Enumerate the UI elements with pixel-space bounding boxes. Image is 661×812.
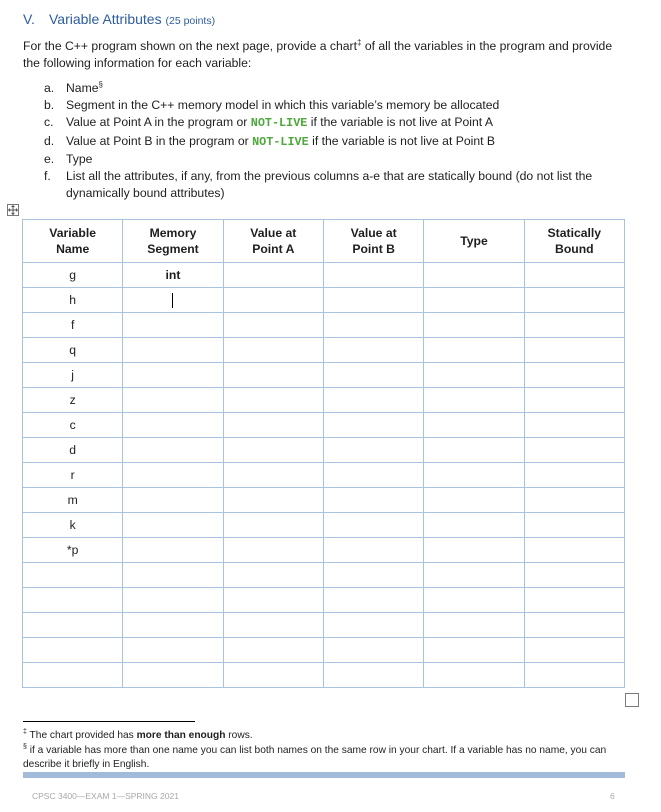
cell-type[interactable] (424, 438, 524, 463)
list-item-text-after: if the variable is not live at Point B (308, 133, 496, 148)
table-row (23, 288, 625, 313)
intro-paragraph (23, 38, 623, 72)
cell-value-point-b[interactable] (323, 263, 423, 288)
intro-text-1: For the C++ program shown on the next page, provide a chart (23, 39, 357, 53)
cell-type[interactable] (424, 563, 524, 588)
list-item (44, 168, 626, 202)
cell-variable-name[interactable]: g (23, 263, 123, 288)
footer-course: CPSC 3400—EXAM 1—SPRING 2021 (32, 791, 179, 801)
cell-value-point-a[interactable] (223, 438, 323, 463)
cell-statically-bound[interactable] (524, 463, 624, 488)
list-item (44, 114, 626, 132)
list-item-text: Segment in the C++ memory model in which this variable’s memory be allocated (66, 98, 500, 113)
footnote-1-text-end: rows. (225, 730, 253, 741)
cell-value-point-b[interactable] (323, 588, 423, 613)
cell-value-point-a[interactable] (223, 388, 323, 413)
cell-statically-bound[interactable] (524, 513, 624, 538)
cell-memory-segment[interactable]: int (123, 263, 223, 288)
cell-statically-bound[interactable] (524, 438, 624, 463)
cell-value-point-b[interactable] (323, 613, 423, 638)
not-live-code: NOT-LIVE (250, 116, 308, 131)
cell-variable-name[interactable] (23, 588, 123, 613)
list-item-footnote-mark: § (98, 79, 103, 89)
table-row (23, 388, 625, 413)
cell-statically-bound[interactable] (524, 663, 624, 688)
cell-value-point-a[interactable] (223, 563, 323, 588)
table-row (23, 588, 625, 613)
cell-statically-bound[interactable] (524, 413, 624, 438)
list-item-text: Value at Point A in the program or (66, 115, 251, 130)
cell-type[interactable] (424, 538, 524, 563)
list-item (44, 80, 626, 97)
table-row (23, 313, 625, 338)
list-item-text: List all the attributes, if any, from the previous columns a-e that are statically bound (do not list the dynamically bound attributes) (66, 169, 593, 201)
cell-value-point-a[interactable] (223, 488, 323, 513)
cell-memory-segment[interactable] (123, 588, 223, 613)
cell-memory-segment[interactable] (123, 313, 223, 338)
cell-type[interactable] (424, 513, 524, 538)
cell-type[interactable] (424, 638, 524, 663)
footnote-2-mark: § (23, 743, 27, 751)
cell-type[interactable] (424, 588, 524, 613)
table-row (23, 638, 625, 663)
cell-statically-bound[interactable] (524, 563, 624, 588)
cell-statically-bound[interactable] (524, 263, 624, 288)
cell-variable-name[interactable] (23, 613, 123, 638)
cell-memory-segment[interactable] (123, 663, 223, 688)
list-marker: f. (44, 169, 51, 184)
list-marker: b. (44, 98, 55, 113)
cell-value-point-b[interactable] (323, 413, 423, 438)
cell-type[interactable] (424, 313, 524, 338)
cell-variable-name[interactable]: h (23, 288, 123, 313)
cell-value-point-b[interactable] (323, 563, 423, 588)
cell-variable-name[interactable]: q (23, 338, 123, 363)
table-row (23, 488, 625, 513)
list-item-text: Name (66, 81, 99, 95)
cell-value-point-a[interactable] (223, 638, 323, 663)
cell-value-point-a[interactable] (223, 613, 323, 638)
cell-type[interactable] (424, 463, 524, 488)
cell-type[interactable] (424, 613, 524, 638)
cell-value-point-a[interactable] (223, 538, 323, 563)
cell-value-point-b[interactable] (323, 513, 423, 538)
cell-memory-segment[interactable] (123, 438, 223, 463)
list-marker: e. (44, 151, 55, 166)
cell-value-point-a[interactable] (223, 463, 323, 488)
cell-memory-segment[interactable] (123, 513, 223, 538)
cell-value-point-b[interactable] (323, 388, 423, 413)
cell-memory-segment[interactable] (123, 538, 223, 563)
table-row (23, 413, 625, 438)
cell-variable-name[interactable]: z (23, 388, 123, 413)
cell-statically-bound[interactable] (524, 613, 624, 638)
table-row (23, 338, 625, 363)
cell-memory-segment[interactable] (123, 563, 223, 588)
cell-value-point-a[interactable] (223, 313, 323, 338)
table-move-handle-icon[interactable] (7, 204, 19, 216)
cell-statically-bound[interactable] (524, 538, 624, 563)
cell-type[interactable] (424, 263, 524, 288)
cell-value-point-a[interactable] (223, 363, 323, 388)
header-value-point-a: Value at Point A (223, 220, 323, 263)
footnote-1 (23, 730, 253, 741)
cell-type[interactable] (424, 413, 524, 438)
variable-attributes-table[interactable] (22, 219, 625, 688)
cell-variable-name[interactable]: k (23, 513, 123, 538)
table-header-row (23, 220, 625, 263)
intro-text-2: of all the variables in the program and provide the following information for each variable: (23, 39, 613, 70)
list-marker: c. (44, 115, 54, 130)
header-statically-bound: Statically Bound (524, 220, 624, 263)
cell-type[interactable] (424, 663, 524, 688)
header-type: Type (424, 220, 524, 263)
cell-value-point-a[interactable] (223, 513, 323, 538)
cell-variable-name[interactable] (23, 563, 123, 588)
footnote-1-bold: more than enough (136, 730, 226, 741)
table-row (23, 513, 625, 538)
cell-variable-name[interactable] (23, 638, 123, 663)
table-row (23, 438, 625, 463)
not-live-code: NOT-LIVE (252, 134, 309, 149)
list-item (44, 133, 626, 151)
footer-bar (23, 772, 625, 778)
cell-statically-bound[interactable] (524, 388, 624, 413)
cell-variable-name[interactable]: c (23, 413, 123, 438)
cell-type[interactable] (424, 288, 524, 313)
cell-value-point-a[interactable] (223, 588, 323, 613)
cell-value-point-b[interactable] (323, 463, 423, 488)
table-row (23, 663, 625, 688)
cell-memory-segment[interactable] (123, 363, 223, 388)
cell-value-point-a[interactable] (223, 663, 323, 688)
cell-variable-name[interactable] (23, 663, 123, 688)
list-item-text: Value at Point B in the program or (66, 133, 253, 148)
footnote-1-text: The chart provided has (26, 730, 137, 741)
cell-type[interactable] (424, 338, 524, 363)
section-title: Variable Attributes (49, 11, 162, 27)
cell-memory-segment[interactable] (123, 613, 223, 638)
footnote-1-mark: ‡ (23, 728, 27, 736)
cell-value-point-b[interactable] (323, 538, 423, 563)
list-marker: a. (44, 81, 55, 95)
cell-value-point-b[interactable] (323, 288, 423, 313)
list-item-text-after: if the variable is not live at Point A (307, 115, 493, 130)
cell-memory-segment[interactable] (123, 413, 223, 438)
attribute-list (44, 80, 626, 202)
cell-variable-name[interactable]: f (23, 313, 123, 338)
table-resize-handle[interactable] (625, 693, 639, 707)
list-marker: d. (44, 133, 55, 148)
cell-type[interactable] (424, 488, 524, 513)
cell-memory-segment[interactable] (123, 338, 223, 363)
table-row (23, 263, 625, 288)
text-cursor (172, 293, 173, 308)
cell-variable-name[interactable]: d (23, 438, 123, 463)
cell-statically-bound[interactable] (524, 363, 624, 388)
cell-value-point-b[interactable] (323, 313, 423, 338)
footnote-2-text: if a variable has more than one name you can list both names on the same row in your chart. If a variable has no name, you can describe it briefly in English. (23, 745, 607, 770)
cell-variable-name[interactable]: m (23, 488, 123, 513)
section-number: V. (23, 11, 35, 27)
cell-statically-bound[interactable] (524, 488, 624, 513)
cell-statically-bound[interactable] (524, 638, 624, 663)
cell-value-point-b[interactable] (323, 438, 423, 463)
cell-statically-bound[interactable] (524, 313, 624, 338)
cell-variable-name[interactable]: j (23, 363, 123, 388)
table-row (23, 563, 625, 588)
list-item-text: Type (66, 151, 93, 166)
cell-memory-segment[interactable] (123, 638, 223, 663)
cell-type[interactable] (424, 363, 524, 388)
table-row (23, 363, 625, 388)
cell-value-point-a[interactable] (223, 413, 323, 438)
cell-value-point-a[interactable] (223, 263, 323, 288)
section-heading (23, 11, 215, 27)
footer-page-number: 6 (610, 791, 615, 801)
header-variable-name: Variable Name (23, 220, 123, 263)
cell-statically-bound[interactable] (524, 588, 624, 613)
cell-memory-segment[interactable] (123, 488, 223, 513)
cell-value-point-b[interactable] (323, 663, 423, 688)
cell-memory-segment-active[interactable] (123, 288, 223, 313)
cell-value-point-b[interactable] (323, 338, 423, 363)
intro-footnote-mark: ‡ (357, 37, 362, 47)
cell-memory-segment[interactable] (123, 463, 223, 488)
table-row (23, 613, 625, 638)
header-memory-segment: Memory Segment (123, 220, 223, 263)
list-item (44, 97, 626, 114)
cell-value-point-a[interactable] (223, 338, 323, 363)
footnote-separator (23, 721, 195, 722)
cell-statically-bound[interactable] (524, 338, 624, 363)
header-value-point-b: Value at Point B (323, 220, 423, 263)
cell-value-point-b[interactable] (323, 363, 423, 388)
cell-memory-segment[interactable] (123, 388, 223, 413)
table-row (23, 463, 625, 488)
cell-type[interactable] (424, 388, 524, 413)
section-points: (25 points) (165, 15, 216, 27)
cell-value-point-a[interactable] (223, 288, 323, 313)
list-item (44, 151, 626, 168)
cell-value-point-b[interactable] (323, 638, 423, 663)
cell-variable-name[interactable]: *p (23, 538, 123, 563)
cell-value-point-b[interactable] (323, 488, 423, 513)
cell-variable-name[interactable]: r (23, 463, 123, 488)
cell-statically-bound[interactable] (524, 288, 624, 313)
footnote-2 (23, 744, 623, 772)
table-row (23, 538, 625, 563)
